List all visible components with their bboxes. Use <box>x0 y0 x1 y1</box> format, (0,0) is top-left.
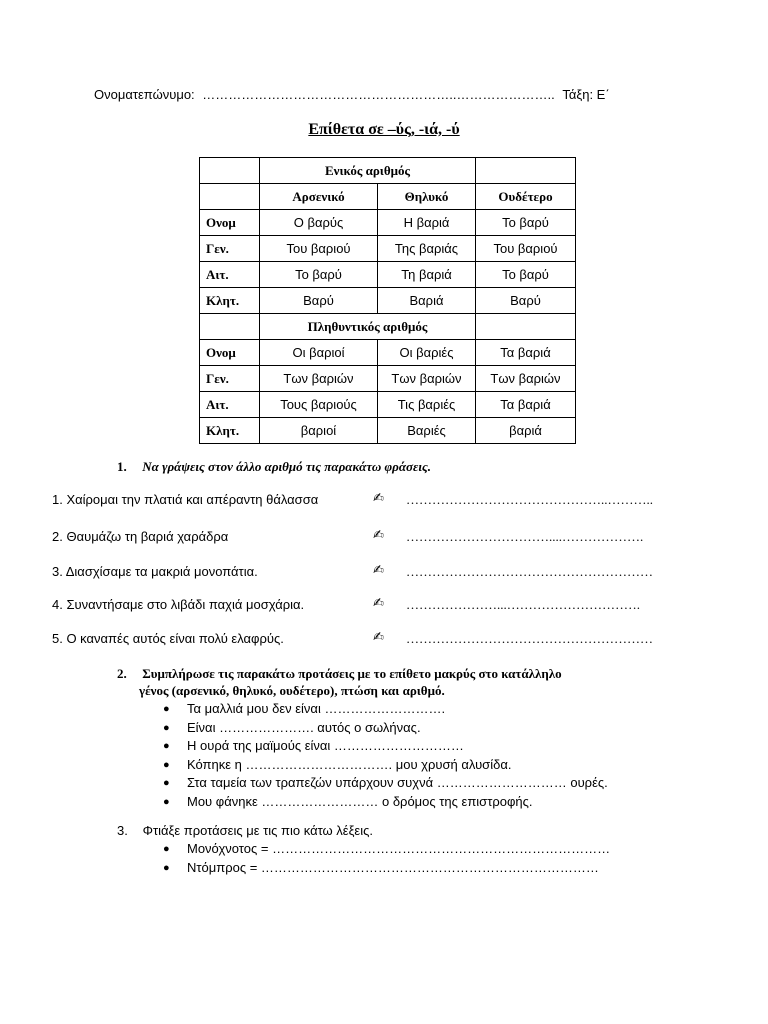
answer-line[interactable]: ………………………………………..……….. <box>406 492 653 507</box>
table-cell: Της βαριάς <box>378 236 476 262</box>
table-cell: βαριοί <box>260 418 378 444</box>
name-field-dots[interactable]: …………………………………………………..………………….. <box>202 87 555 102</box>
table-cell: Του βαριού <box>476 236 576 262</box>
table-cell: Οι βαριές <box>378 340 476 366</box>
fill-in-sentence[interactable]: Είναι …………………. αυτός ο σωλήνας. <box>187 719 421 735</box>
list-item <box>163 737 608 756</box>
list-item <box>163 756 608 775</box>
table-row <box>200 366 576 392</box>
section-3-list <box>163 840 610 877</box>
case-label: Γεν. <box>200 236 260 262</box>
fill-in-sentence[interactable]: Η ουρά της μαϊμούς είναι ………………………… <box>187 738 464 753</box>
table-cell: Τη βαριά <box>378 262 476 288</box>
section-title-line-1: Συμπλήρωσε τις παρακάτω προτάσεις με το επίθετο μακρύς στο κατάλληλο <box>142 666 562 681</box>
writing-hand-icon: ✍ <box>373 630 384 645</box>
case-label: Αιτ. <box>200 262 260 288</box>
table-cell: Το βαρύ <box>260 262 378 288</box>
fill-in-sentence[interactable]: Κόπηκε η ……………………………. μου χρυσή αλυσίδα. <box>187 756 512 772</box>
section-title: Φτιάξε προτάσεις με τις πιο κάτω λέξεις. <box>142 823 373 838</box>
answer-line[interactable]: ………………………………………………… <box>406 564 653 579</box>
bullet-icon: ● <box>163 861 170 874</box>
exercise-item <box>52 564 258 579</box>
class-label: Τάξη: Ε΄ <box>562 87 610 102</box>
table-cell: Των βαριών <box>378 366 476 392</box>
table-cell: Βαριές <box>378 418 476 444</box>
exercise-sentence: 4. Συναντήσαμε στο λιβάδι παχιά μοσχάρια. <box>52 597 305 612</box>
table-cell: Η βαριά <box>378 210 476 236</box>
list-item <box>163 700 608 719</box>
table-row <box>200 392 576 418</box>
section-number: 1. <box>117 459 127 474</box>
fill-in-sentence[interactable]: Τα μαλλιά μου δεν είναι ………………………. <box>187 701 446 716</box>
answer-line[interactable]: …………………...…………………………. <box>406 597 640 612</box>
case-label: Ονομ <box>200 340 260 366</box>
table-row <box>200 340 576 366</box>
table-cell: βαριά <box>476 418 576 444</box>
bullet-icon: ● <box>163 843 170 855</box>
section-3-heading <box>117 823 373 838</box>
section-number: 2. <box>117 666 127 681</box>
table-row <box>200 184 576 210</box>
case-label: Γεν. <box>200 366 260 392</box>
answer-line[interactable]: ………………………………………………… <box>406 631 653 646</box>
table-cell: Βαριά <box>378 288 476 314</box>
singular-header: Ενικός αριθμός <box>260 158 476 184</box>
table-cell: Των βαριών <box>260 366 378 392</box>
list-item <box>163 774 608 793</box>
section-2-heading-line-2: γένος (αρσενικό, θηλυκό, ουδέτερο), πτώση και αριθμό. <box>139 683 445 698</box>
section-2-heading <box>117 666 562 682</box>
table-row <box>200 210 576 236</box>
header-line <box>94 87 610 102</box>
table-row <box>200 314 576 340</box>
table-row <box>200 158 576 184</box>
exercise-sentence: 2. Θαυμάζω τη βαριά χαράδρα <box>52 529 229 544</box>
declension-table <box>199 157 576 444</box>
table-cell: Βαρύ <box>476 288 576 314</box>
exercise-sentence: 3. Διασχίσαμε τα μακριά μονοπάτια. <box>52 564 258 579</box>
case-label: Ονομ <box>200 210 260 236</box>
exercise-sentence: 5. Ο καναπές αυτός είναι πολύ ελαφρύς. <box>52 631 284 646</box>
table-row <box>200 262 576 288</box>
bullet-icon: ● <box>163 740 170 752</box>
table-cell: Οι βαριοί <box>260 340 378 366</box>
table-cell: Το βαρύ <box>476 262 576 288</box>
bullet-icon: ● <box>163 758 170 771</box>
bullet-icon: ● <box>163 703 170 715</box>
table-cell: Τους βαριούς <box>260 392 378 418</box>
table-cell-empty <box>476 158 576 184</box>
name-label: Ονοματεπώνυμο: <box>94 87 195 102</box>
exercise-item <box>52 492 318 507</box>
case-label: Κλητ. <box>200 418 260 444</box>
sentence-line[interactable]: Ντόμπρος = …………………………………………………………………… <box>187 859 599 875</box>
table-cell: Του βαριού <box>260 236 378 262</box>
answer-line[interactable]: ……………………………....………………. <box>406 529 644 544</box>
section-2-list <box>163 700 608 811</box>
table-cell: Των βαριών <box>476 366 576 392</box>
bullet-icon: ● <box>163 795 170 808</box>
page-title: Επίθετα σε –ύς, -ιά, -ύ <box>308 121 460 138</box>
table-cell: Το βαρύ <box>476 210 576 236</box>
table-row <box>200 418 576 444</box>
bullet-icon: ● <box>163 721 170 734</box>
table-row <box>200 288 576 314</box>
writing-hand-icon: ✍ <box>373 491 384 506</box>
section-number: 3. <box>117 823 128 838</box>
sentence-line[interactable]: Μονόχνοτος = …………………………………………………………………… <box>187 841 611 856</box>
table-cell: Βαρύ <box>260 288 378 314</box>
table-cell-empty <box>200 314 260 340</box>
list-item <box>163 859 610 878</box>
table-cell: Τα βαριά <box>476 392 576 418</box>
table-cell: Ο βαρύς <box>260 210 378 236</box>
list-item <box>163 719 608 738</box>
gender-header: Θηλυκό <box>378 184 476 210</box>
exercise-item <box>52 529 228 544</box>
writing-hand-icon: ✍ <box>373 596 384 611</box>
table-cell-empty <box>200 158 260 184</box>
section-title: Να γράψεις στον άλλο αριθμό τις παρακάτω φράσεις. <box>142 459 432 474</box>
table-cell-empty <box>476 314 576 340</box>
table-row <box>200 236 576 262</box>
exercise-item <box>52 597 304 612</box>
writing-hand-icon: ✍ <box>373 563 384 578</box>
gender-header: Ουδέτερο <box>476 184 576 210</box>
case-label: Αιτ. <box>200 392 260 418</box>
exercise-sentence: 1. Χαίρομαι την πλατιά και απέραντη θάλασσα <box>52 492 319 507</box>
table-cell: Τις βαριές <box>378 392 476 418</box>
gender-header: Αρσενικό <box>260 184 378 210</box>
table-cell: Τα βαριά <box>476 340 576 366</box>
bullet-icon: ● <box>163 777 170 789</box>
fill-in-sentence[interactable]: Μου φάνηκε ……………………… ο δρόμος της επιστροφής. <box>187 793 533 809</box>
table-cell-empty <box>200 184 260 210</box>
case-label: Κλητ. <box>200 288 260 314</box>
section-1-heading <box>117 459 431 475</box>
list-item <box>163 793 608 812</box>
plural-header: Πληθυντικός αριθμός <box>260 314 476 340</box>
fill-in-sentence[interactable]: Στα ταμεία των τραπεζών υπάρχουν συχνά ………………………… ουρές. <box>187 775 608 790</box>
writing-hand-icon: ✍ <box>373 528 384 543</box>
list-item <box>163 840 610 859</box>
exercise-item <box>52 631 284 646</box>
